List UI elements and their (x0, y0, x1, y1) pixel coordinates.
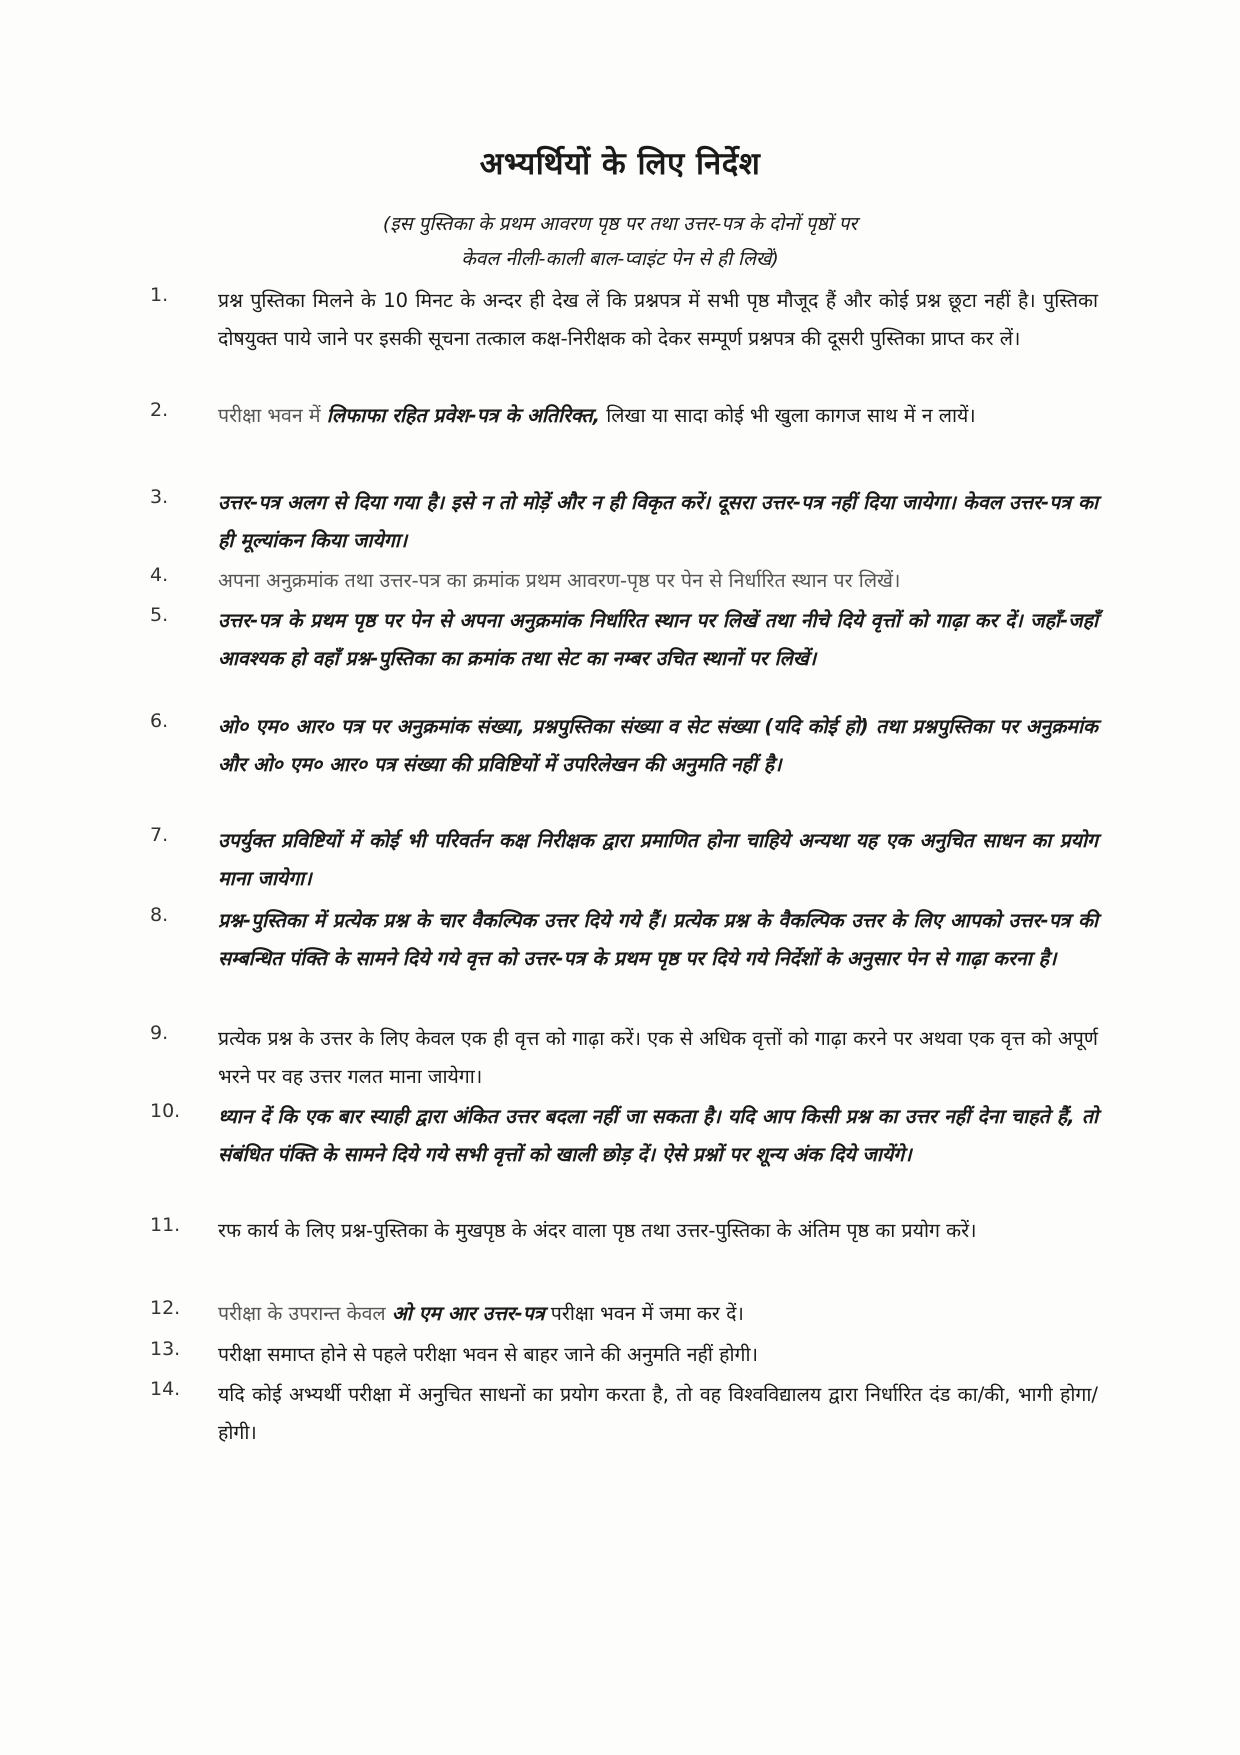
item-number: 2. (150, 399, 169, 421)
item-number: 5. (150, 604, 169, 626)
item-number: 8. (150, 904, 169, 926)
item-number: 13. (150, 1338, 181, 1360)
item-text: प्रश्न-पुस्तिका में प्रत्येक प्रश्न के चार वैकल्पिक उत्तर दिये गये हैं। प्रत्येक प्रश्न के वैकल्पिक उत्तर के लिए आपको उत्तर-पत्र की सम्बन्धित पंक्ति के सामने दिये गये वृत्त को उत्तर-पत्र के प्रथम पृष्ठ पर दिये गये निर्देशों के अनुसार पेन से गाढ़ा करना है। (218, 909, 1098, 970)
item-text: ध्यान दें कि एक बार स्याही द्वारा अंकित उत्तर बदला नहीं जा सकता है। यदि आप किसी प्रश्न का उत्तर नहीं देना चाहते हैं, तो संबंधित पंक्ति के सामने दिये गये सभी वृत्तों को खाली छोड़ दें। ऐसे प्रश्नों पर शून्य अंक दिये जायेंगे। (218, 1105, 1098, 1166)
item-text-part: परीक्षा के उपरान्त केवल (218, 1302, 392, 1325)
item-number: 12. (150, 1297, 181, 1319)
item-number: 14. (150, 1378, 181, 1400)
document-title: अभ्यर्थियों के लिए निर्देश (479, 146, 761, 182)
item-text-part: परीक्षा भवन में (218, 404, 327, 427)
item-number: 6. (150, 710, 169, 732)
item-text (218, 1295, 1098, 1333)
item-text: उत्तर-पत्र अलग से दिया गया है। इसे न तो मोड़ें और न ही विकृत करें। दूसरा उत्तर-पत्र नहीं दिया जायेगा। केवल उत्तर-पत्र का ही मूल्यांकन किया जायेगा। (218, 491, 1098, 552)
item-text: रफ कार्य के लिए प्रश्न-पुस्तिका के मुखपृष्ठ के अंदर वाला पृष्ठ तथा उत्तर-पुस्तिका के अंतिम पृष्ठ का प्रयोग करें। (218, 1219, 977, 1242)
item-text: प्रत्येक प्रश्न के उत्तर के लिए केवल एक ही वृत्त को गाढ़ा करें। एक से अधिक वृत्तों को गाढ़ा करने पर अथवा एक वृत्त को अपूर्ण भरने पर वह उत्तर गलत माना जायेगा। (218, 1027, 1098, 1088)
item-number: 1. (150, 284, 169, 306)
item-text-emphasis: ओ एम आर उत्तर-पत्र (391, 1302, 545, 1325)
item-number: 11. (150, 1214, 181, 1236)
item-text: यदि कोई अभ्यर्थी परीक्षा में अनुचित साधनों का प्रयोग करता है, तो वह विश्वविद्यालय द्वारा निर्धारित दंड का/की, भागी होगा/होगी। (218, 1383, 1098, 1444)
item-text (218, 397, 1098, 435)
item-text: ओ० एम० आर० पत्र पर अनुक्रमांक संख्या, प्रश्नपुस्तिका संख्या व सेट संख्या (यदि कोई हो) तथा प्रश्नपुस्तिका पर अनुक्रमांक और ओ० एम० आर० पत्र संख्या की प्रविष्टियों में उपरिलेखन की अनुमति नहीं है। (218, 715, 1098, 776)
subtitle-line-2: केवल नीली-काली बाल-प्वाइंट पेन से ही लिखें) (461, 248, 779, 270)
item-text-emphasis: लिफाफा रहित प्रवेश-पत्र के अतिरिक्त, (326, 404, 601, 427)
item-text-part: परीक्षा भवन में जमा कर दें। (544, 1302, 744, 1325)
item-number: 7. (150, 824, 169, 846)
subtitle-line-1: (इस पुस्तिका के प्रथम आवरण पृष्ठ पर तथा उत्तर-पत्र के दोनों पृष्ठों पर (382, 213, 858, 235)
item-number: 9. (150, 1022, 169, 1044)
item-number: 10. (150, 1100, 181, 1122)
item-text: अपना अनुक्रमांक तथा उत्तर-पत्र का क्रमांक प्रथम आवरण-पृष्ठ पर पेन से निर्धारित स्थान पर लिखें। (218, 569, 901, 592)
item-text-part: लिखा या सादा कोई भी खुला कागज साथ में न लायें। (600, 404, 976, 427)
item-text: उत्तर-पत्र के प्रथम पृष्ठ पर पेन से अपना अनुक्रमांक निर्धारित स्थान पर लिखें तथा नीचे दिये वृत्तों को गाढ़ा कर दें। जहाँ-जहाँ आवश्यक हो वहाँ प्रश्न-पुस्तिका का क्रमांक तथा सेट का नम्बर उचित स्थानों पर लिखें। (218, 609, 1098, 670)
item-text: उपर्युक्त प्रविष्टियों में कोई भी परिवर्तन कक्ष निरीक्षक द्वारा प्रमाणित होना चाहिये अन्यथा यह एक अनुचित साधन का प्रयोग माना जायेगा। (218, 829, 1098, 890)
item-number: 3. (150, 486, 169, 508)
item-text: परीक्षा समाप्त होने से पहले परीक्षा भवन से बाहर जाने की अनुमति नहीं होगी। (218, 1343, 758, 1366)
item-text: प्रश्न पुस्तिका मिलने के 10 मिनट के अन्दर ही देख लें कि प्रश्नपत्र में सभी पृष्ठ मौजूद हैं और कोई प्रश्न छूटा नहीं है। पुस्तिका दोषयुक्त पाये जाने पर इसकी सूचना तत्काल कक्ष-निरीक्षक को देकर सम्पूर्ण प्रश्नपत्र की दूसरी पुस्तिका प्राप्त कर लें। (218, 289, 1098, 350)
item-number: 4. (150, 564, 169, 586)
